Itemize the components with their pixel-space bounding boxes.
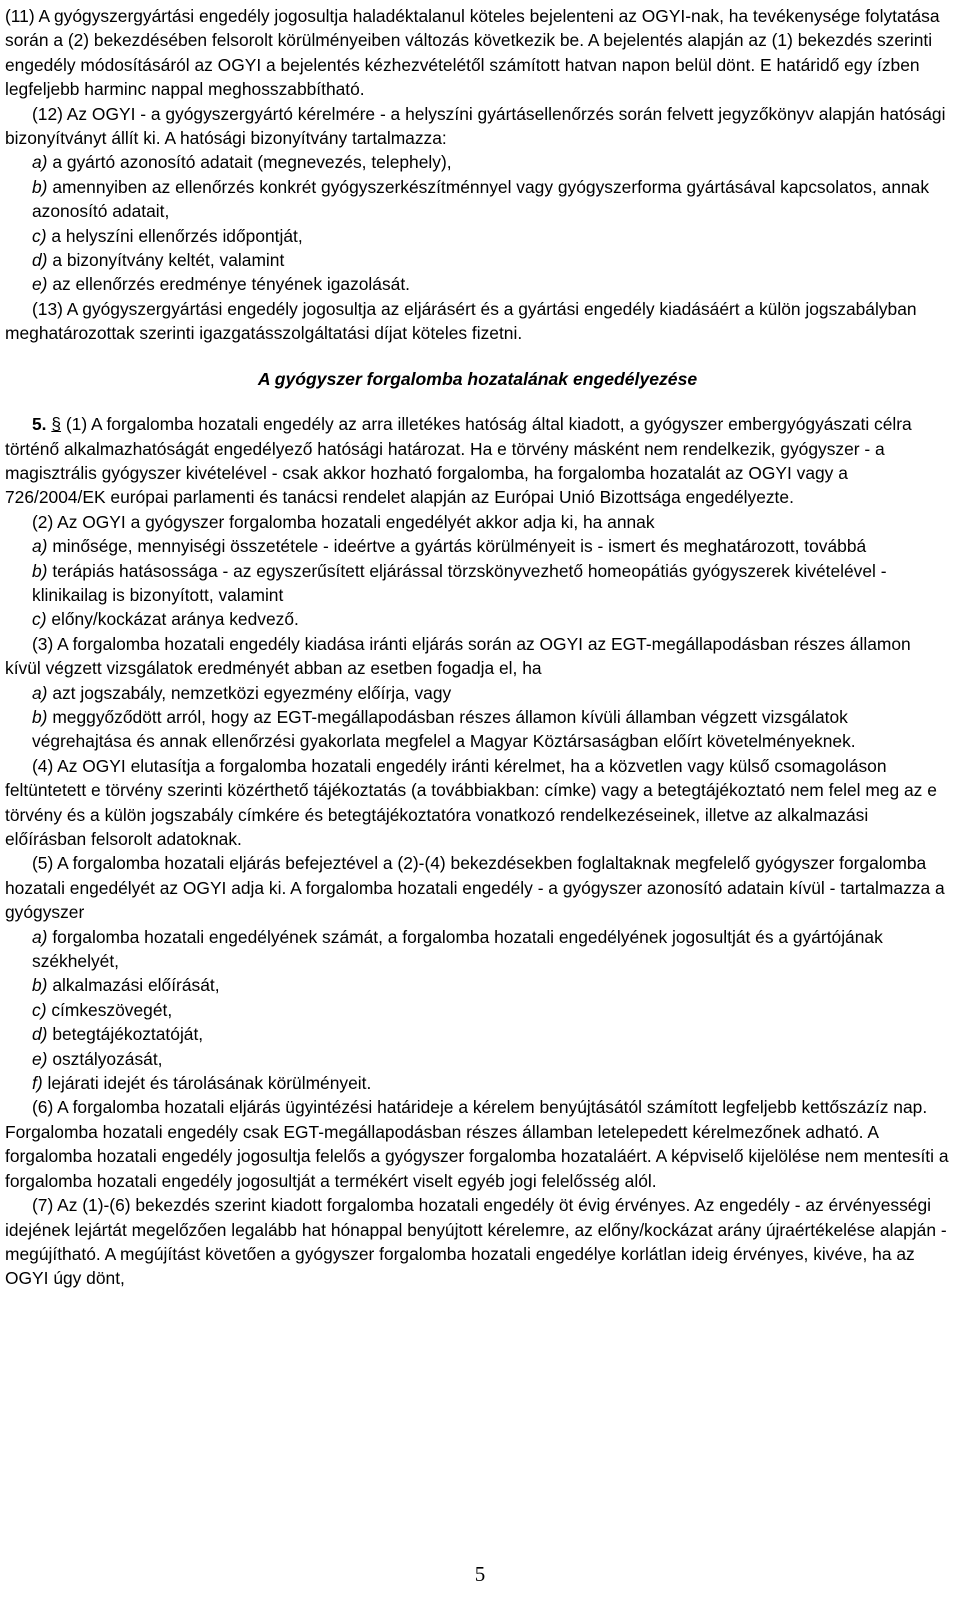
list-item-text: az ellenőrzés eredménye tényének igazolását.	[52, 274, 411, 295]
page-number: 5	[474, 1562, 486, 1586]
list-item-label: d)	[32, 250, 48, 271]
list-item-label: d)	[32, 1024, 48, 1045]
list-item	[5, 534, 950, 558]
list-item-text: betegtájékoztatóját,	[52, 1024, 204, 1045]
section-5-paragraph-2: (2) Az OGYI a gyógyszer forgalomba hozatali engedélyét akkor adja ki, ha annak	[32, 511, 655, 532]
list-item-text: címkeszövegét,	[51, 999, 173, 1020]
document-page	[5, 4, 950, 1291]
list-item	[5, 150, 950, 174]
list-item	[5, 272, 950, 296]
list-item	[5, 1022, 950, 1046]
list-item-text: minősége, mennyiségi összetétele - ideértve a gyártás körülményeit is - ismert és meghatározott, továbbá	[52, 536, 867, 557]
list-item	[5, 681, 950, 705]
list-item-label: e)	[32, 274, 48, 295]
list-item	[5, 998, 950, 1022]
list-item	[5, 607, 950, 631]
list-item	[5, 224, 950, 248]
paragraph-13: (13) A gyógyszergyártási engedély jogosultja az eljárásért és a gyártási engedély kiadásáért a külön jogszabályban meghatározottak szerinti igazgatásszolgáltatási díjat köteles fizetni.	[5, 298, 917, 344]
list-item-label: c)	[32, 225, 47, 246]
paragraph-11: (11) A gyógyszergyártási engedély jogosultja haladéktalanul köteles bejelenteni az OGYI-nak, ha tevékenysége folytatása során a (2) bekezdésében felsorolt körülményeiben változás következik be. A bejelentés alapján az (1) bekezdés szerinti engedély módosításáról az OGYI a bejelentés kézhezvételétől számított hatvan napon belül dönt. E határidő egy ízben legfeljebb harminc nappal meghosszabbítható.	[5, 6, 940, 100]
paragraph-12: (12) Az OGYI - a gyógyszergyártó kérelmére - a helyszíni gyártásellenőrzés során felvett jegyzőkönyv alapján hatósági bizonyítványt állít ki. A hatósági bizonyítvány tartalmazza:	[5, 103, 946, 149]
list-item-label: a)	[32, 536, 48, 557]
list-item-text: amennyiben az ellenőrzés konkrét gyógyszerkészítménnyel vagy gyógyszerforma gyártásával kapcsolatos, annak azonosító adatait,	[32, 176, 930, 222]
list-item-text: előny/kockázat aránya kedvező.	[51, 609, 299, 630]
list-item-label: b)	[32, 176, 48, 197]
list-item-label: b)	[32, 560, 48, 581]
list-item-text: a gyártó azonosító adatait (megnevezés, telephely),	[52, 152, 452, 173]
section-5-paragraph-1	[5, 412, 950, 510]
list-item-label: a)	[32, 926, 48, 947]
list-item-label: a)	[32, 152, 48, 173]
list-item-label: b)	[32, 706, 48, 727]
section-5-paragraph-5: (5) A forgalomba hozatali eljárás befejeztével a (2)-(4) bekezdésekben foglaltaknak megfelelő gyógyszer forgalomba hozatali engedélyét az OGYI adja ki. A forgalomba hozatali engedély - a gyógyszer azonosító adatain kívül - tartalmazza a gyógyszer	[5, 853, 945, 923]
list-item	[5, 248, 950, 272]
list-item	[5, 705, 950, 754]
list-item	[5, 925, 950, 974]
list-item-label: a)	[32, 682, 48, 703]
list-item-text: terápiás hatásossága - az egyszerűsített eljárással törzskönyvezhető homeopátiás gyógyszerek kivételével - klinikailag is bizonyított, valamint	[32, 560, 887, 605]
list-item-label: b)	[32, 975, 48, 996]
list-item	[5, 559, 950, 608]
list-item-text: osztályozását,	[52, 1048, 163, 1069]
section-number: 5.	[32, 414, 47, 435]
section-5-paragraph-3: (3) A forgalomba hozatali engedély kiadása iránti eljárás során az OGYI az EGT-megállapodásban részes államon kívül végzett vizsgálatok eredményét abban az esetben fogadja el, ha	[5, 633, 911, 679]
section-symbol[interactable]: §	[51, 414, 62, 435]
list-item-text: forgalomba hozatali engedélyének számát, a forgalomba hozatali engedélyének jogosultját és a gyártójának székhelyét,	[32, 926, 883, 972]
list-item	[5, 1071, 950, 1095]
list-item-label: c)	[32, 609, 47, 630]
list-item-text: a bizonyítvány keltét, valamint	[52, 250, 285, 271]
list-item-text: lejárati idejét és tárolásának körülményeit.	[47, 1073, 372, 1094]
list-item-label: e)	[32, 1048, 48, 1069]
list-item	[5, 973, 950, 997]
section-5-paragraph-6: (6) A forgalomba hozatali eljárás ügyintézési határideje a kérelem benyújtásától számított legfeljebb kettőszázíz nap. Forgalomba hozatali engedély csak EGT-megállapodásban részes államban letelepedett kérelmezőnek adható. A forgalomba hozatali engedély jogosultja felelős a gyógyszer forgalomba hozataláért. A képviselő kijelölése nem mentesíti a forgalomba hozatali engedély jogosultját a termékért viselt egyéb jogi felelősség alól.	[5, 1097, 949, 1191]
section-5-paragraph-4: (4) Az OGYI elutasítja a forgalomba hozatali engedély iránti kérelmet, ha a közvetlen vagy külső csomagoláson feltüntetett e törvény szerinti közérthető tájékoztatás (a továbbiakban: címke) vagy a betegtájékoztató nem felel meg az e törvény és a külön jogszabály címkére és betegtájékoztatóra vonatkozó rendelkezéseinek, illetve az alkalmazási előírásban felsorolt adatoknak.	[5, 755, 937, 849]
list-item-text: azt jogszabály, nemzetközi egyezmény előírja, vagy	[52, 682, 452, 703]
list-item	[5, 175, 950, 224]
list-item-text: meggyőződött arról, hogy az EGT-megállapodásban részes államon kívüli államban végzett vizsgálatok végrehajtása és annak ellenőrzési gyakorlata megfelel a Magyar Köztársaságban előírt követelményeknek.	[32, 706, 856, 752]
section-5-paragraph-1-text: (1) A forgalomba hozatali engedély az arra illetékes hatóság által kiadott, a gyógyszer embergyógyászati célra történő alkalmazhatóságát engedélyező hatósági határozat. Ha e törvény másként nem rendelkezik, gyógyszer - a magisztrális gyógyszer kivételével - csak akkor hozható forgalomba, ha forgalomba hozatalát az OGYI vagy a 726/2004/EK európai parlamenti és tanácsi rendelet alapján az Európai Unió Bizottsága engedélyezte.	[5, 414, 912, 508]
section-5-paragraph-7: (7) Az (1)-(6) bekezdés szerint kiadott forgalomba hozatali engedély öt évig érvényes. Az engedély - az érvényességi idejének lejártát megelőzően legalább hat hónappal benyújtott kérelemre, az előny/kockázat arány újraértékelése alapján - megújítható. A megújítást követően a gyógyszer forgalomba hozatali engedélye korlátlan ideig érvényes, kivéve, ha az OGYI úgy dönt,	[5, 1195, 947, 1289]
list-item-label: f)	[32, 1073, 43, 1094]
paragraph-12-list	[5, 150, 950, 296]
list-item-text: a helyszíni ellenőrzés időpontját,	[51, 225, 303, 246]
list-item	[5, 1047, 950, 1071]
section-heading: A gyógyszer forgalomba hozatalának engedélyezése	[257, 368, 698, 389]
list-item-label: c)	[32, 999, 47, 1020]
list-item-text: alkalmazási előírását,	[52, 975, 220, 996]
